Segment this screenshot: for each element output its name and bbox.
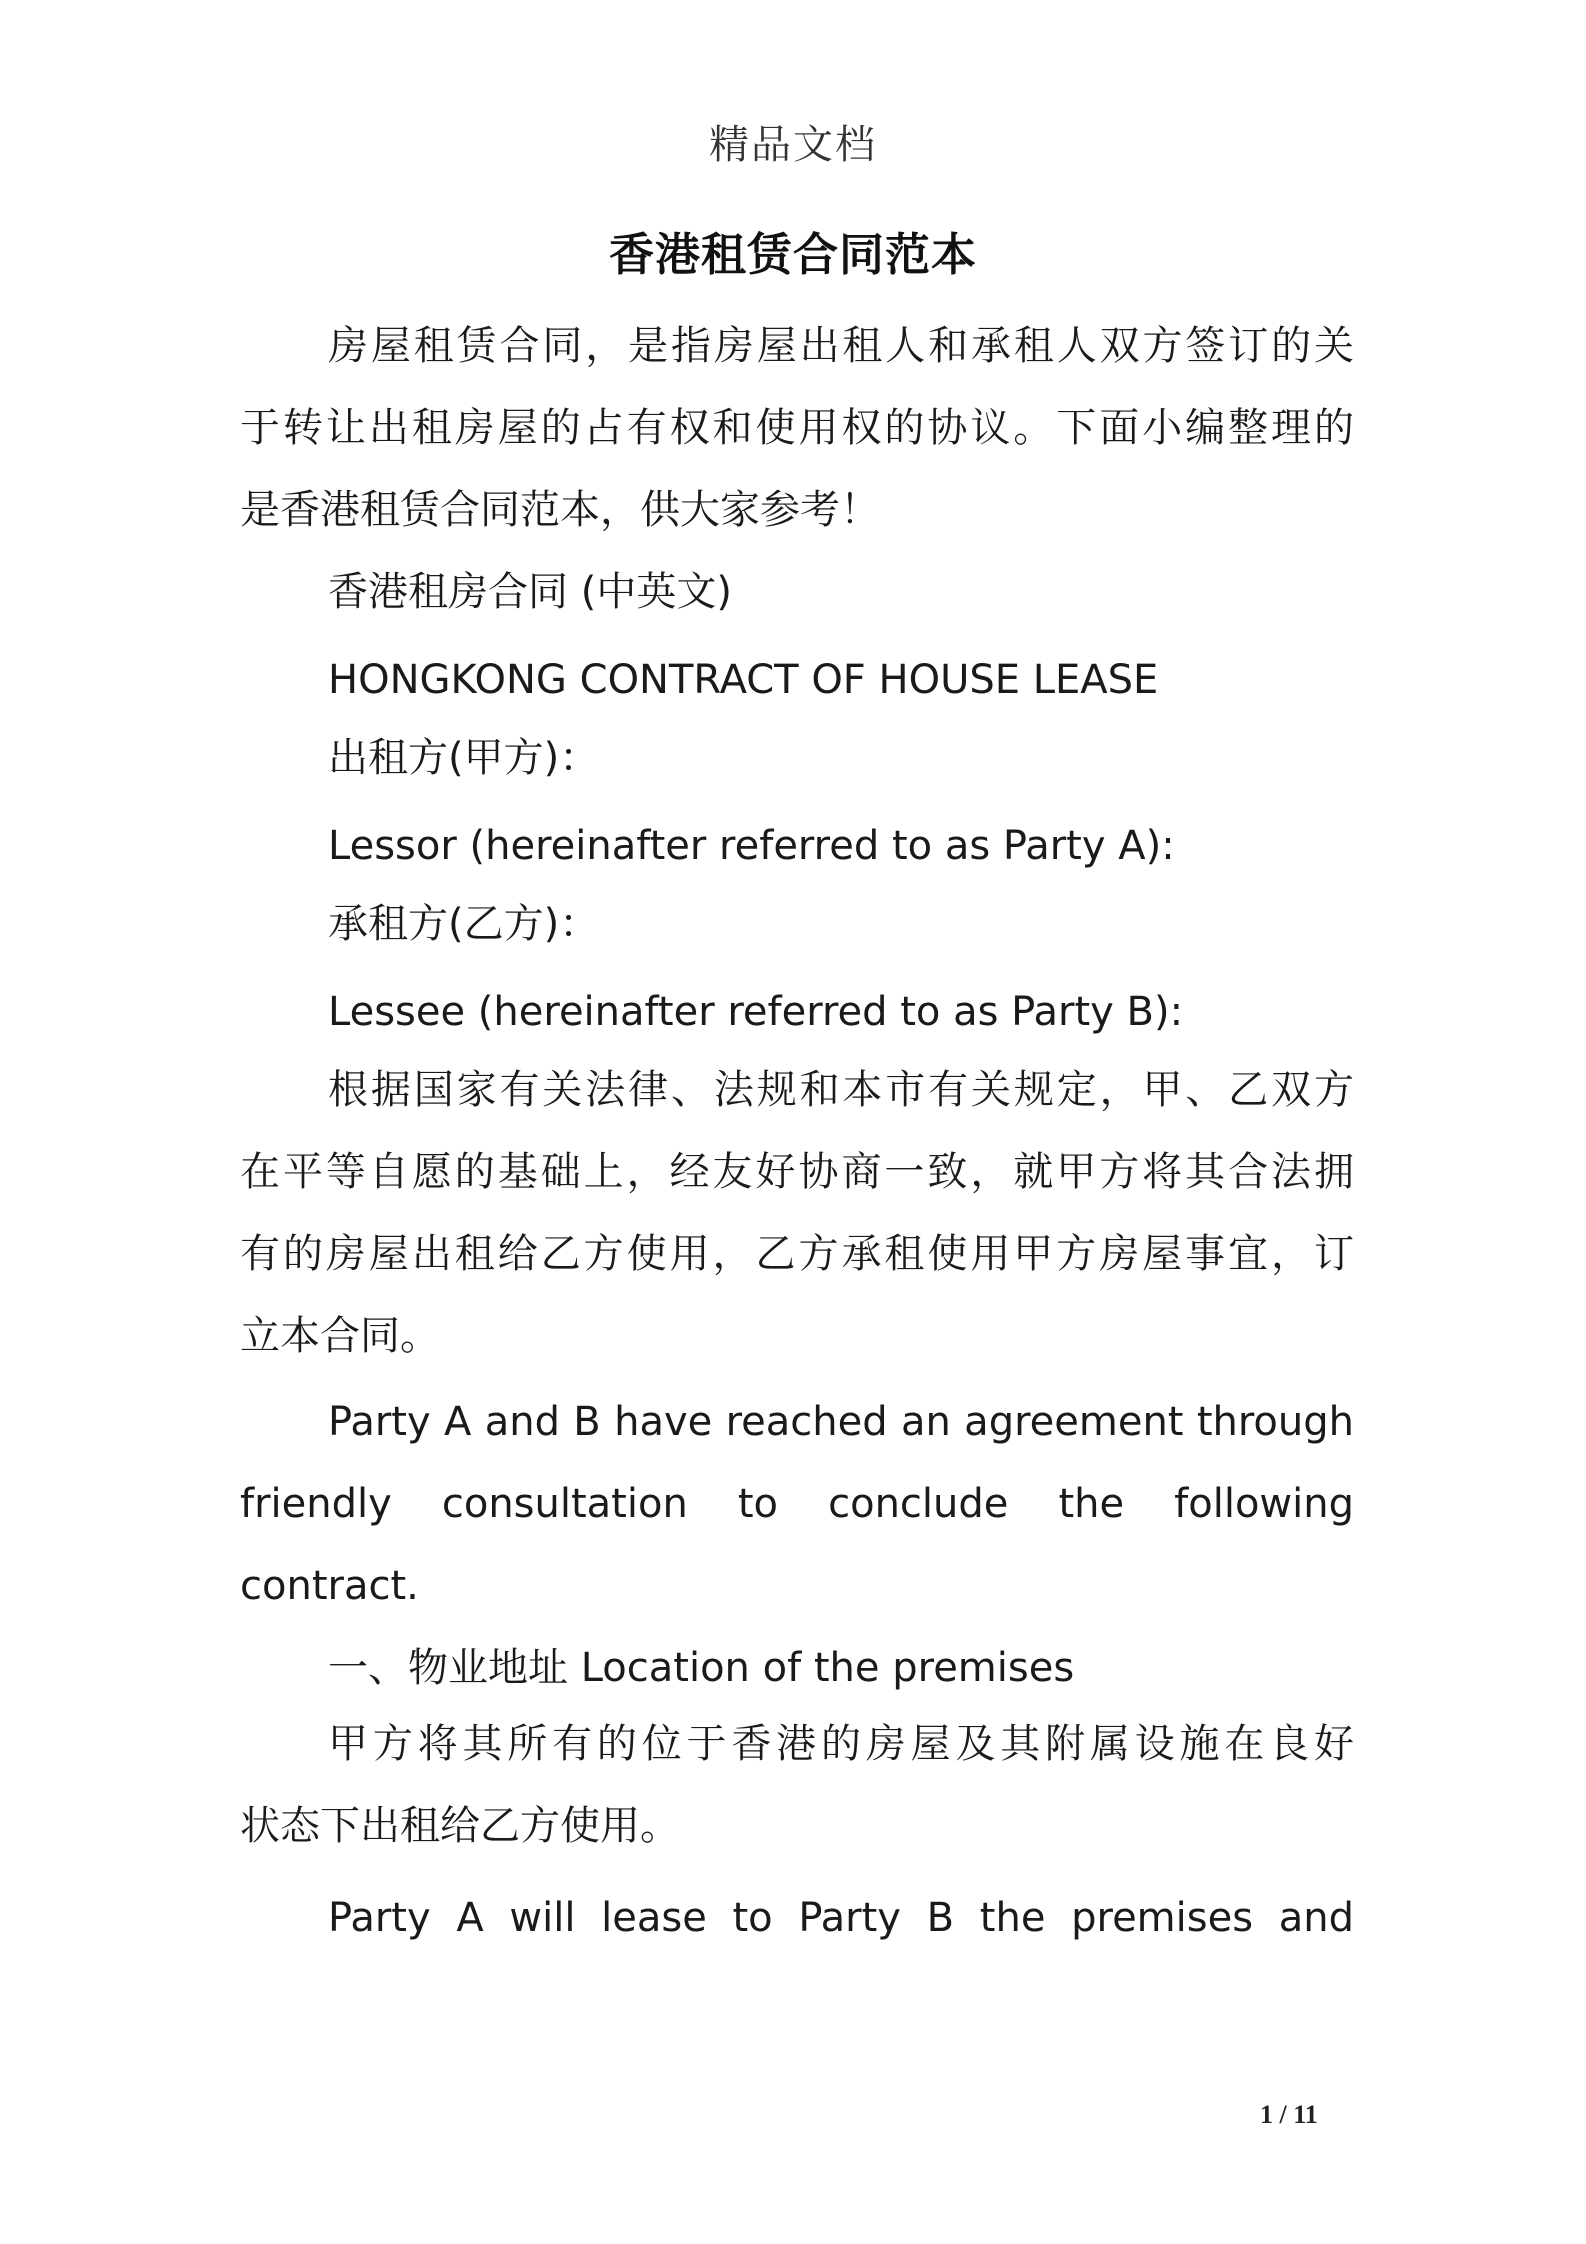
body-line: 房屋租赁合同，是指房屋出租人和承租人双方签订的关: [328, 323, 1354, 369]
body-line: 在平等自愿的基础上，经友好协商一致，就甲方将其合法拥: [240, 1149, 1354, 1195]
body-line-en: friendly consultation to conclude the following: [240, 1481, 1354, 1527]
body-line-en: Party A and B have reached an agreement through: [328, 1399, 1354, 1445]
document-title: 香港租赁合同范本: [608, 228, 977, 281]
body-line: 于转让出租房屋的占有权和使用权的协议。下面小编整理的: [240, 405, 1354, 451]
body-line: 有的房屋出租给乙方使用，乙方承租使用甲方房屋事宜，订: [240, 1231, 1354, 1277]
section-heading: 香港租房合同 (中英文): [328, 569, 732, 615]
lessee-label-en: Lessee (hereinafter referred to as Party B):: [328, 989, 1184, 1035]
body-line-en: Party A will lease to Party B the premises and: [328, 1895, 1354, 1941]
lessee-label: 承租方(乙方)：: [328, 901, 600, 947]
body-line: 根据国家有关法律、法规和本市有关规定，甲、乙双方: [328, 1067, 1354, 1113]
body-line: 立本合同。: [240, 1313, 440, 1359]
lessor-label: 出租方(甲方)：: [328, 735, 600, 781]
english-heading: HONGKONG CONTRACT OF HOUSE LEASE: [328, 657, 1159, 703]
lessor-label-en: Lessor (hereinafter referred to as Party A):: [328, 823, 1175, 869]
clause-heading: 一、物业地址 Location of the premises: [328, 1645, 1075, 1691]
header-watermark: 精品文档: [709, 122, 877, 168]
body-line: 是香港租赁合同范本，供大家参考！: [240, 487, 880, 533]
page-number: 1 / 11: [1260, 2100, 1318, 2129]
body-line: 甲方将其所有的位于香港的房屋及其附属设施在良好: [328, 1721, 1354, 1767]
body-line: 状态下出租给乙方使用。: [240, 1803, 680, 1849]
body-line-en: contract.: [240, 1563, 419, 1609]
